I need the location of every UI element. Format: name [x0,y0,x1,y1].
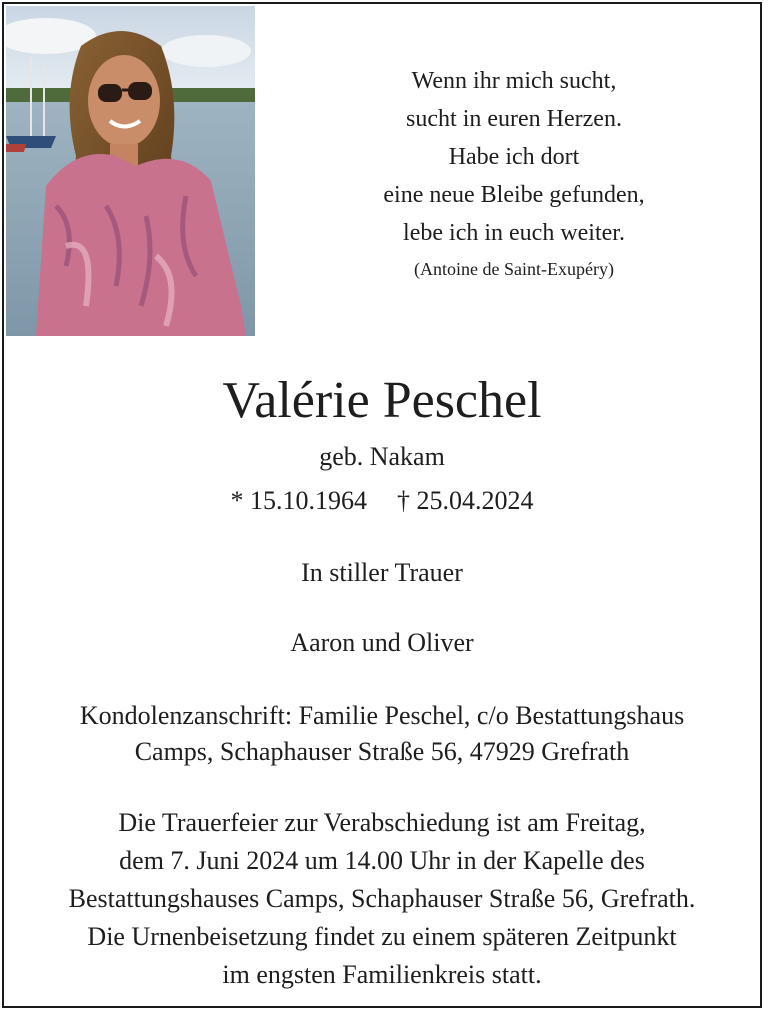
death-date: † 25.04.2024 [397,486,534,515]
poem-line: lebe ich in euch weiter. [403,220,625,246]
poem-line: Wenn ihr mich sucht, [411,68,617,94]
deceased-name: Valérie Peschel [222,372,542,429]
poem-line: sucht in euren Herzen. [406,106,622,132]
mourning-phrase: In stiller Trauer [301,558,463,587]
birth-name: geb. Nakam [319,442,445,471]
birth-date: * 15.10.1964 [230,486,367,515]
portrait-photo [6,6,255,336]
obituary-notice [2,2,762,1008]
poem [304,62,724,284]
poem-author: (Antoine de Saint-Exupéry) [414,259,614,279]
condolence-address [4,698,760,770]
poem-line: Habe ich dort [448,144,580,170]
service-line: im engsten Familienkreis statt. [222,960,542,989]
service-details [4,804,760,994]
poem-line: eine neue Bleibe gefunden, [383,182,645,208]
address-line: Camps, Schaphauser Straße 56, 47929 Grefrath [134,737,630,766]
service-line: Die Urnenbeisetzung findet zu einem späteren Zeitpunkt [87,922,677,951]
family-names: Aaron und Oliver [290,628,474,657]
service-line: dem 7. Juni 2024 um 14.00 Uhr in der Kapelle des [119,846,645,875]
service-line: Die Trauerfeier zur Verabschiedung ist am Freitag, [118,808,646,837]
address-line: Kondolenzanschrift: Familie Peschel, c/o Bestattungshaus [79,701,685,730]
service-line: Bestattungshauses Camps, Schaphauser Straße 56, Grefrath. [68,884,696,913]
life-dates [4,483,760,519]
